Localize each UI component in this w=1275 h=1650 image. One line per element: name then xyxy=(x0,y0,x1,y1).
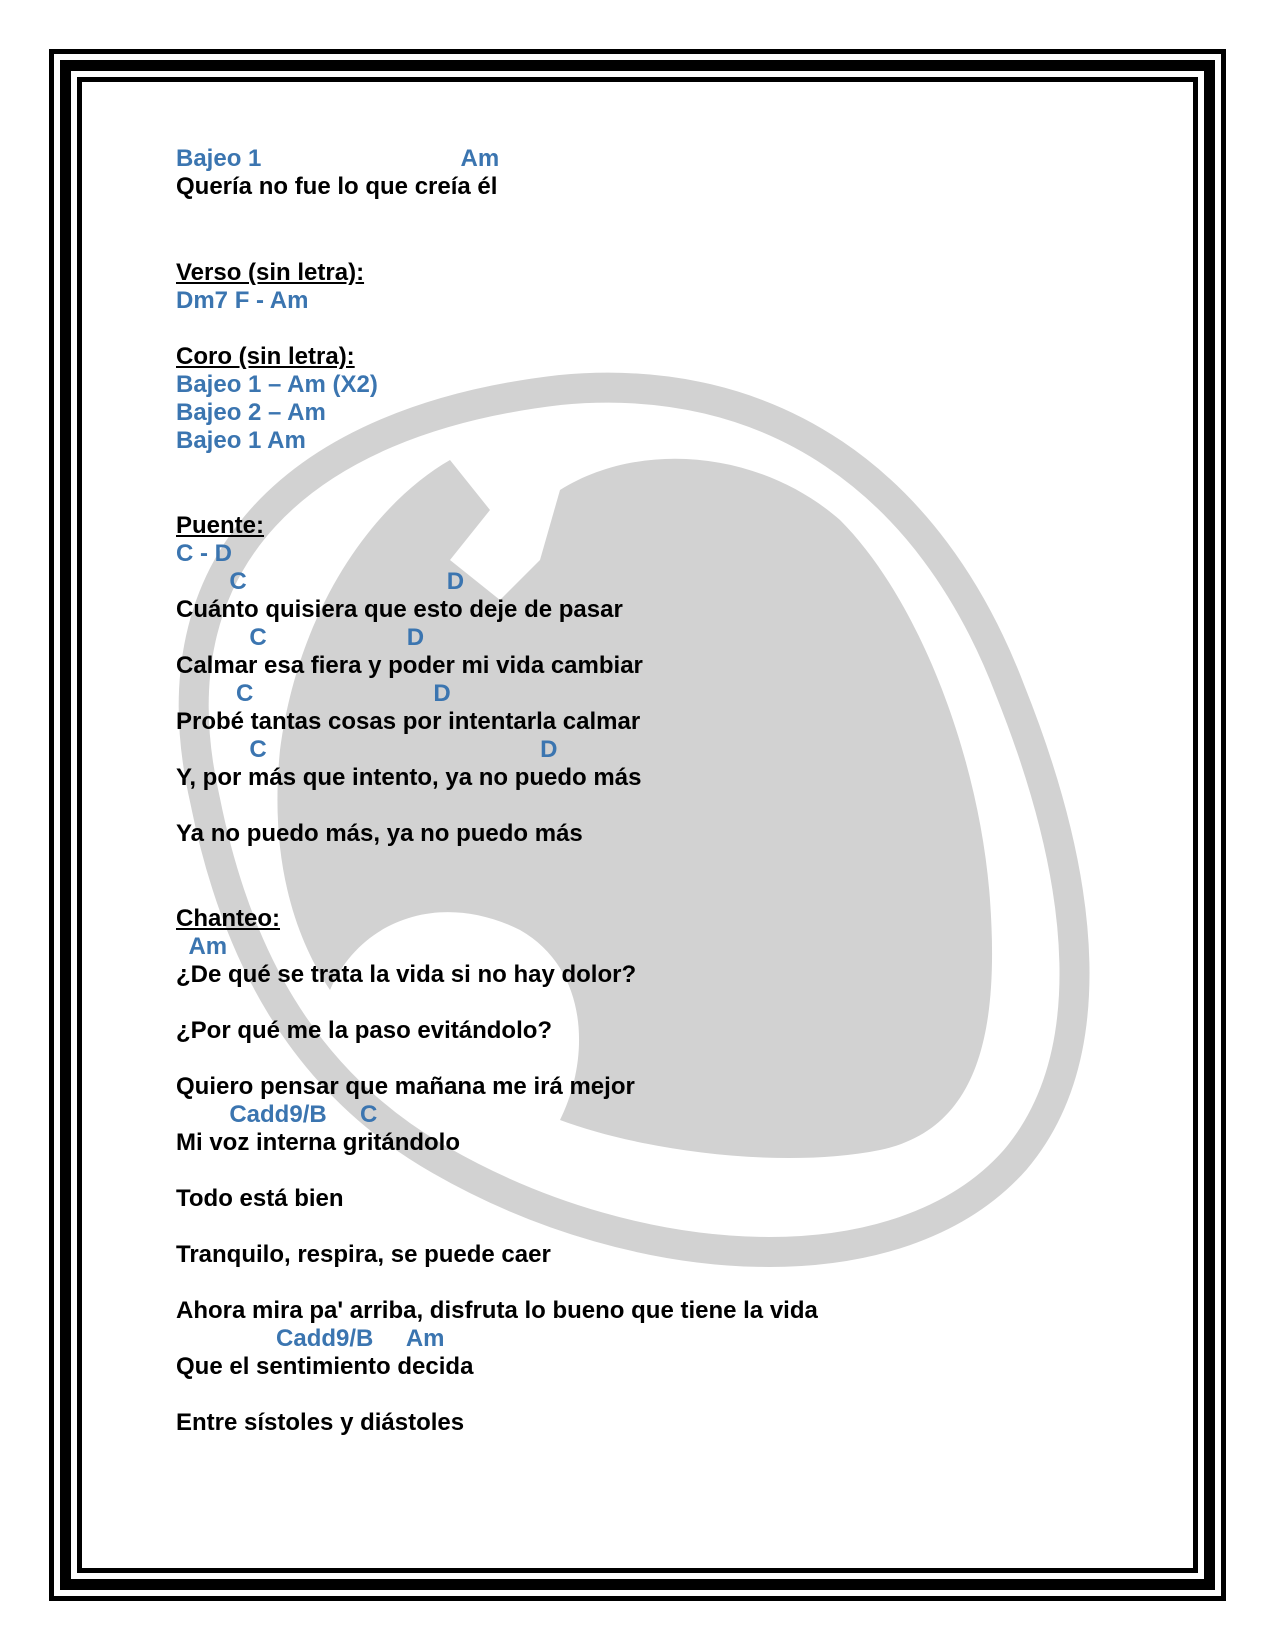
lyric-line: Tranquilo, respira, se puede caer xyxy=(176,1241,551,1268)
chord-line: C D xyxy=(176,680,451,707)
lyric-line: Cuánto quisiera que esto deje de pasar xyxy=(176,596,623,623)
chord-line: Dm7 F - Am xyxy=(176,287,309,314)
chord-line: C D xyxy=(176,568,465,595)
lyric-line: Que el sentimiento decida xyxy=(176,1353,474,1380)
lyric-line: Ya no puedo más, ya no puedo más xyxy=(176,820,583,847)
chord-line: Cadd9/B C xyxy=(176,1101,378,1128)
section-heading-coro: Coro (sin letra): xyxy=(176,343,355,370)
chord-line: Bajeo 1 – Am (X2) xyxy=(176,371,378,398)
chord-line: Cadd9/B Am xyxy=(176,1325,445,1352)
chord-line: C D xyxy=(176,624,425,651)
lyric-line: Probé tantas cosas por intentarla calmar xyxy=(176,708,641,735)
lyric-line: ¿De qué se trata la vida si no hay dolor? xyxy=(176,961,637,988)
lyric-line: Quería no fue lo que creía él xyxy=(176,173,498,200)
lyric-line: Quiero pensar que mañana me irá mejor xyxy=(176,1073,635,1100)
lyric-line: Todo está bien xyxy=(176,1185,344,1212)
lyric-line: Ahora mira pa' arriba, disfruta lo bueno que tiene la vida xyxy=(176,1297,818,1324)
chord-line: C D xyxy=(176,736,558,763)
section-heading-verso: Verso (sin letra): xyxy=(176,259,365,286)
section-heading-chanteo: Chanteo: xyxy=(176,905,280,932)
chord-line: C - D xyxy=(176,540,232,567)
chord-line: Bajeo 2 – Am xyxy=(176,399,326,426)
chord-line: Am xyxy=(176,933,228,960)
section-heading-puente: Puente: xyxy=(176,512,265,539)
lyric-line: Entre sístoles y diástoles xyxy=(176,1409,465,1436)
chord-line: Bajeo 1 Am xyxy=(176,145,500,172)
lyric-line: Y, por más que intento, ya no puedo más xyxy=(176,764,642,791)
lyric-line: Mi voz interna gritándolo xyxy=(176,1129,461,1156)
chord-line: Bajeo 1 Am xyxy=(176,427,306,454)
lyric-line: Calmar esa fiera y poder mi vida cambiar xyxy=(176,652,643,679)
lyric-line: ¿Por qué me la paso evitándolo? xyxy=(176,1017,553,1044)
